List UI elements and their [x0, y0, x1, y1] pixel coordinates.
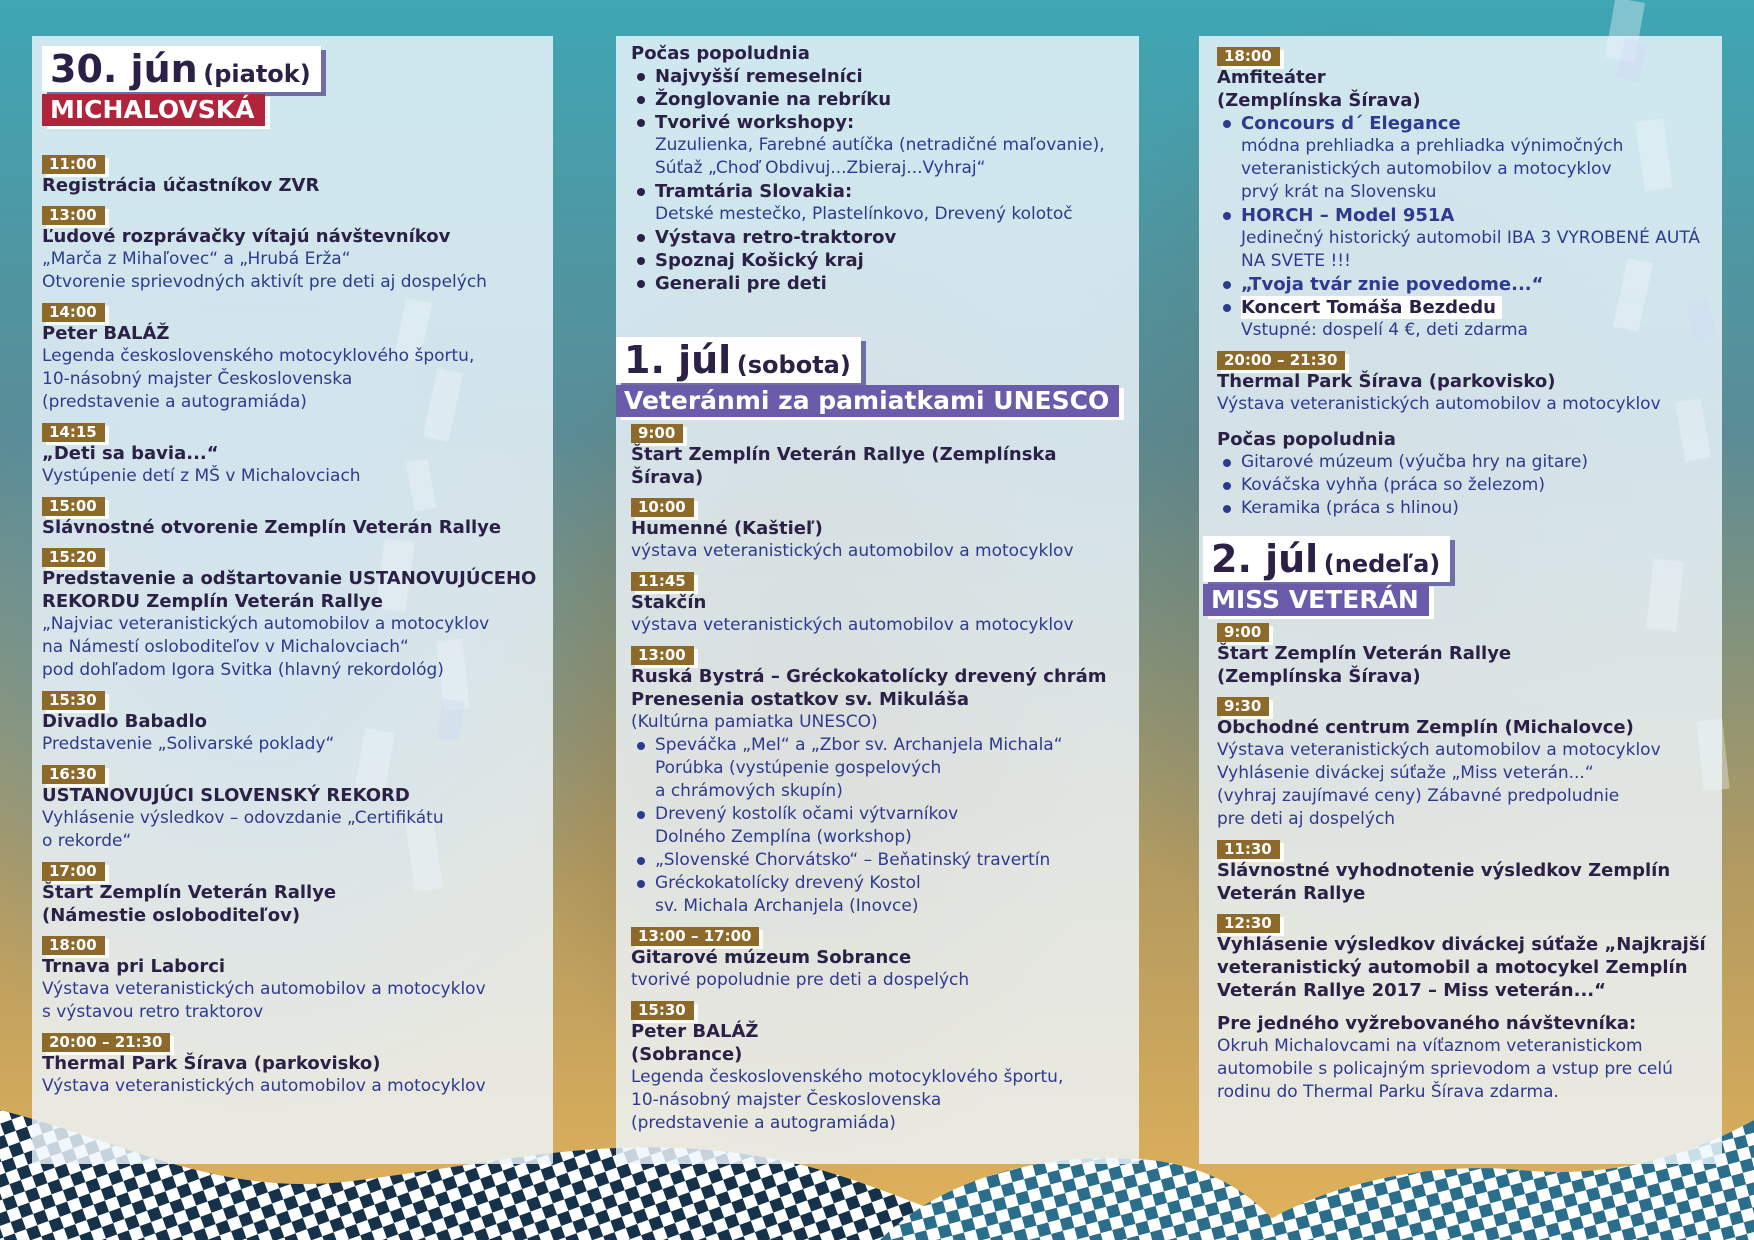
list-item-text: módna prehliadka a prehliadka výnimočných [1241, 136, 1624, 156]
event-title: Slávnostné vyhodnotenie výsledkov Zemplín [1217, 860, 1671, 881]
event [631, 1000, 1133, 1135]
event-text: Otvorenie sprievodných aktivít pre deti aj dospelých [42, 272, 487, 292]
event [42, 154, 547, 197]
event [631, 423, 1133, 489]
list-item-text: a chrámových skupín) [655, 781, 843, 801]
event-time: 10:00 [631, 498, 694, 517]
event-title: Štart Zemplín Veterán Rallye [1217, 643, 1512, 664]
event-time: 15:00 [42, 497, 105, 516]
event-time: 15:30 [42, 691, 105, 710]
event [631, 645, 1133, 918]
date-label: 1. júl [624, 338, 732, 382]
list-item-text: „Slovenské Chorvátsko“ – Beňatinský travertín [655, 850, 1051, 870]
event-time: 9:00 [1217, 623, 1269, 642]
event-title: Peter BALÁŽ [42, 323, 170, 344]
event-text: Vystúpenie detí z MŠ v Michalovciach [42, 466, 361, 486]
afternoon-title: Počas popoludnia [1217, 429, 1396, 450]
event-title: (Zemplínska Šírava) [1217, 666, 1421, 687]
event-title: Humenné (Kaštieľ) [631, 518, 823, 539]
afternoon-list [631, 65, 1133, 295]
list-item-label: Koncert Tomáša Bezdedu [1241, 296, 1502, 319]
list-item: Žonglovanie na rebríku [631, 88, 1133, 111]
list-item-label: HORCH – Model 951A [1241, 205, 1455, 226]
event [42, 764, 547, 853]
event-time: 15:30 [631, 1001, 694, 1020]
list-item-text: Gréckokatolícky drevený Kostol [655, 873, 921, 893]
event-text: pre deti aj dospelých [1217, 809, 1396, 829]
event-time: 11:00 [42, 155, 105, 174]
event-title: „Deti sa bavia...“ [42, 443, 219, 464]
event-text: o rekorde“ [42, 831, 132, 851]
event-text: Výstava veteranistických automobilov a motocyklov [42, 979, 486, 999]
event-text: „Marča z Mihaľovec“ a „Hrubá Erža“ [42, 249, 351, 269]
column-june-30 [32, 36, 553, 1164]
list-item [631, 803, 1133, 849]
event-text: tvorivé popoludnie pre deti a dospelých [631, 970, 970, 990]
date-header-june-30 [42, 46, 547, 126]
event-title: Veterán Rallye [1217, 883, 1366, 904]
event-time: 13:00 [631, 646, 694, 665]
event-bullets [631, 734, 1133, 918]
list-item [1217, 112, 1716, 204]
list-item [1217, 204, 1716, 273]
list-item [631, 111, 1133, 180]
prize-text: Okruh Michalovcami na víťaznom veteranistickom [1217, 1036, 1643, 1056]
list-item [631, 734, 1133, 803]
list-item-text: Vstupné: dospelí 4 €, deti zdarma [1241, 320, 1528, 340]
afternoon-title: Počas popoludnia [631, 43, 810, 64]
list-item-text: NA SVETE !!! [1241, 251, 1351, 271]
event [631, 497, 1133, 563]
event-time: 9:30 [1217, 697, 1269, 716]
event [1217, 913, 1716, 1002]
event-title: Predstavenie a odštartovanie USTANOVUJÚCEHO [42, 568, 537, 589]
list-item: Keramika (práca s hlinou) [1217, 497, 1716, 520]
column-july-2 [1199, 36, 1722, 1164]
prize-title: Pre jedného vyžrebovaného návštevníka: [1217, 1013, 1637, 1034]
list-item-text: Dolného Zemplína (workshop) [655, 827, 912, 847]
event-title: (Námestie osloboditeľov) [42, 905, 301, 926]
event-text: 10-násobný majster Československa [42, 369, 353, 389]
event [42, 302, 547, 414]
event-time: 14:00 [42, 303, 105, 322]
event-text: Predstavenie „Solivarské poklady“ [42, 734, 335, 754]
afternoon-list [1217, 451, 1716, 520]
event-time: 20:00 – 21:30 [1217, 351, 1345, 370]
event-text: Vyhlásenie výsledkov – odovzdanie „Certifikátu [42, 808, 444, 828]
list-item-text: prvý krát na Slovensku [1241, 182, 1437, 202]
list-item-label: Tvorivé workshopy: [655, 112, 855, 133]
event [1217, 350, 1716, 416]
list-item-text: veteranistických automobilov a motocyklov [1241, 159, 1612, 179]
list-item: Spoznaj Košický kraj [631, 249, 1133, 272]
event-time: 9:00 [631, 424, 683, 443]
event [1217, 839, 1716, 905]
event-title: Ľudové rozprávačky vítajú návštevníkov [42, 226, 451, 247]
event-text: výstava veteranistických automobilov a motocyklov [631, 615, 1074, 635]
event-title: Prenesenia ostatkov sv. Mikuláša [631, 689, 970, 710]
list-item: Výstava retro-traktorov [631, 226, 1133, 249]
event-bullets [1217, 112, 1716, 342]
event-title: Divadlo Babadlo [42, 711, 207, 732]
event-text: (predstavenie a autogramiáda) [42, 392, 307, 412]
event-title: USTANOVUJÚCI SLOVENSKÝ REKORD [42, 785, 410, 806]
day-label: (nedeľa) [1323, 550, 1441, 578]
list-item-text: Zuzulienka, Farebné autíčka (netradičné maľovanie), [655, 135, 1105, 155]
event-text: pod dohľadom Igora Svitka (hlavný rekordológ) [42, 660, 444, 680]
event-title: Gitarové múzeum Sobrance [631, 947, 912, 968]
list-item [631, 872, 1133, 918]
event-text: (Kultúrna pamiatka UNESCO) [631, 712, 878, 732]
event-title: Thermal Park Šírava (parkovisko) [42, 1053, 381, 1074]
event-time: 17:00 [42, 862, 105, 881]
event-title: Trnava pri Laborci [42, 956, 226, 977]
event-title: Vyhlásenie výsledkov diváckej súťaže „Najkrajší [1217, 934, 1706, 955]
event-time: 16:30 [42, 765, 105, 784]
day-label: (sobota) [736, 351, 851, 379]
event-title: Štart Zemplín Veterán Rallye [42, 882, 337, 903]
list-item-text: Súťaž „Choď Obdivuj...Zbieraj...Vyhraj“ [655, 158, 986, 178]
event [42, 1032, 547, 1098]
event-time: 15:20 [42, 548, 105, 567]
date-label: 30. jún [50, 47, 198, 91]
event-time: 13:00 – 17:00 [631, 927, 759, 946]
event [1217, 46, 1716, 342]
event-text: výstava veteranistických automobilov a motocyklov [631, 541, 1074, 561]
event-title: REKORDU Zemplín Veterán Rallye [42, 591, 383, 612]
event-text: Legenda československého motocyklového športu, [42, 346, 475, 366]
event-text: Výstava veteranistických automobilov a motocyklov [1217, 394, 1661, 414]
event-time: 11:30 [1217, 840, 1280, 859]
list-item: Generali pre deti [631, 272, 1133, 295]
event [42, 861, 547, 927]
list-item-label: Concours d´ Elegance [1241, 113, 1461, 134]
event-title: Slávnostné otvorenie Zemplín Veterán Rallye [42, 517, 502, 538]
prize-text: rodinu do Thermal Parku Šírava zdarma. [1217, 1082, 1559, 1102]
event-time: 20:00 – 21:30 [42, 1033, 170, 1052]
event-text: (predstavenie a autogramiáda) [631, 1113, 896, 1133]
event-time: 18:00 [1217, 47, 1280, 66]
event-text: Vyhlásenie diváckej súťaže „Miss veterán...“ [1217, 763, 1594, 783]
event-title: Amfiteáter [1217, 67, 1326, 88]
event-time: 12:30 [1217, 914, 1280, 933]
day-subtitle: Veteránmi za pamiatkami UNESCO [616, 385, 1119, 417]
list-item [631, 180, 1133, 226]
event [631, 571, 1133, 637]
date-header-july-2 [1203, 536, 1716, 616]
prize-text: automobile s policajným sprievodom a vstup pre celú [1217, 1059, 1673, 1079]
list-item [1217, 273, 1716, 296]
event-title: Registrácia účastníkov ZVR [42, 175, 320, 196]
event-text: Legenda československého motocyklového športu, [631, 1067, 1064, 1087]
event-text: „Najviac veteranistických automobilov a motocyklov [42, 614, 490, 634]
event-text: Výstava veteranistických automobilov a motocyklov [42, 1076, 486, 1096]
event-title: Stakčín [631, 592, 707, 613]
event-title: Ruská Bystrá – Gréckokatolícky drevený chrám [631, 666, 1107, 687]
event-title: (Zemplínska Šírava) [1217, 90, 1421, 111]
event-text: 10-násobný majster Československa [631, 1090, 942, 1110]
event [42, 547, 547, 682]
event-text: na Námestí osloboditeľov v Michalovciach“ [42, 637, 409, 657]
list-item [631, 849, 1133, 872]
list-item-text: sv. Michala Archanjela (Inovce) [655, 896, 919, 916]
list-item-label: Tramtária Slovakia: [655, 181, 853, 202]
event [1217, 622, 1716, 688]
date-label: 2. júl [1211, 537, 1319, 581]
event [1217, 696, 1716, 831]
list-item-text: Jedinečný historický automobil IBA 3 VYROBENÉ AUTÁ [1241, 228, 1701, 248]
list-item: Kováčska vyhňa (práca so železom) [1217, 474, 1716, 497]
event-title: Obchodné centrum Zemplín (Michalovce) [1217, 717, 1634, 738]
event [42, 422, 547, 488]
event-time: 11:45 [631, 572, 694, 591]
list-item-text: Drevený kostolík očami výtvarníkov [655, 804, 959, 824]
event [631, 926, 1133, 992]
list-item-text: Porúbka (vystúpenie gospelových [655, 758, 942, 778]
day-subtitle: MISS VETERÁN [1203, 584, 1429, 616]
event-time: 18:00 [42, 936, 105, 955]
list-item-text: Speváčka „Mel“ a „Zbor sv. Archanjela Michala“ [655, 735, 1063, 755]
event-title: Thermal Park Šírava (parkovisko) [1217, 371, 1556, 392]
day-subtitle: MICHALOVSKÁ [42, 94, 265, 126]
event-title: Štart Zemplín Veterán Rallye (Zemplínska Šírava) [631, 444, 1057, 488]
event-title: Veterán Rallye 2017 – Miss veterán...“ [1217, 980, 1606, 1001]
event [42, 935, 547, 1024]
list-item: Najvyšší remeselníci [631, 65, 1133, 88]
event-title: (Sobrance) [631, 1044, 743, 1065]
event [42, 205, 547, 294]
event-text: (vyhraj zaujímavé ceny) Zábavné predpoludnie [1217, 786, 1620, 806]
list-item [1217, 296, 1716, 342]
column-july-1 [616, 36, 1139, 1164]
event-time: 13:00 [42, 206, 105, 225]
event [42, 690, 547, 756]
event-time: 14:15 [42, 423, 105, 442]
list-item-text: Detské mestečko, Plastelínkovo, Drevený kolotoč [655, 204, 1073, 224]
list-item: Gitarové múzeum (výučba hry na gitare) [1217, 451, 1716, 474]
event-title: Peter BALÁŽ [631, 1021, 759, 1042]
event-title: veteranistický automobil a motocykel Zemplín [1217, 957, 1688, 978]
event [42, 496, 547, 539]
event-text: Výstava veteranistických automobilov a motocyklov [1217, 740, 1661, 760]
day-label: (piatok) [203, 60, 311, 88]
date-header-july-1 [616, 337, 1133, 417]
event-text: s výstavou retro traktorov [42, 1002, 264, 1022]
list-item-label: „Tvoja tvár znie povedome...“ [1241, 274, 1544, 295]
